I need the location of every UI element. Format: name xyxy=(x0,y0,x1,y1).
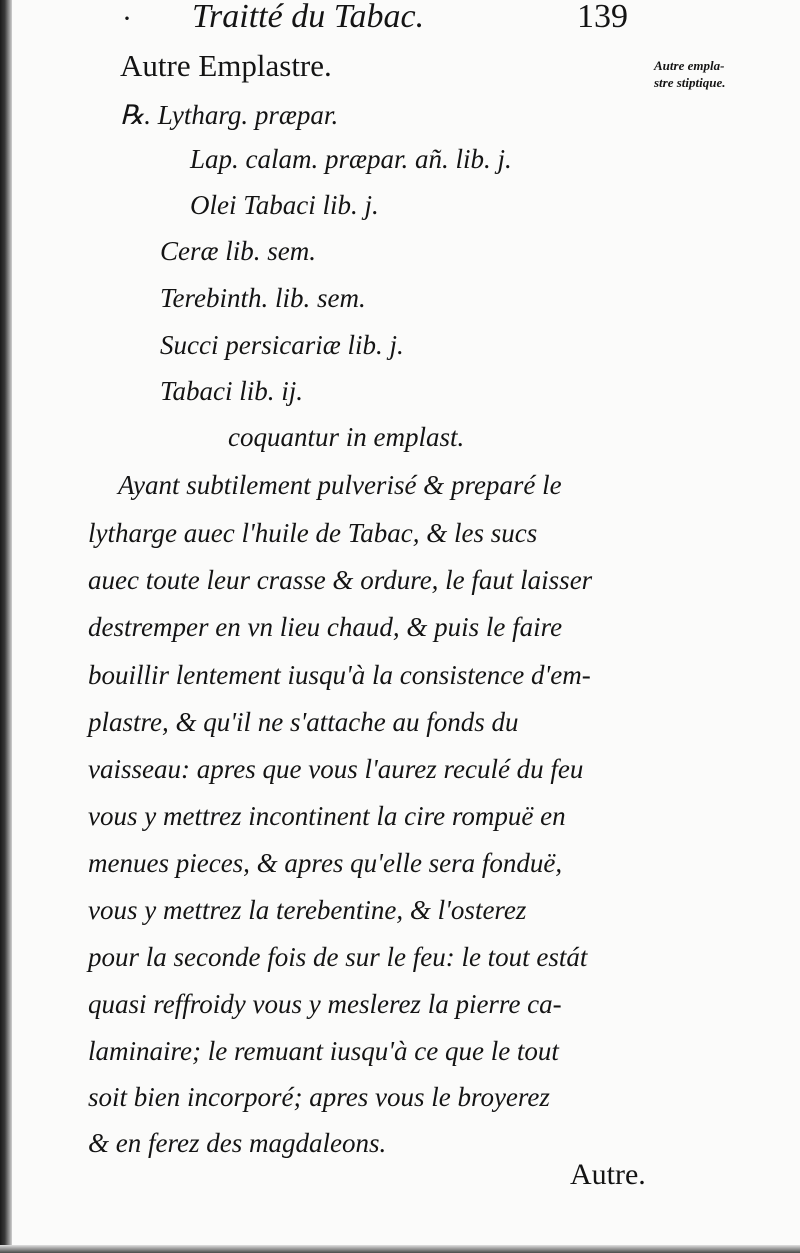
page-binding-shadow xyxy=(0,0,12,1253)
body-line: bouillir lentement iusqu'à la consistence d'em- xyxy=(88,660,591,690)
body-line: Ayant subtilement pulverisé & preparé le xyxy=(118,470,562,500)
recipe-line: coquantur in emplast. xyxy=(228,422,465,452)
recipe-line: Terebinth. lib. sem. xyxy=(160,283,366,313)
body-line: vous y mettrez incontinent la cire rompuë en xyxy=(88,801,566,831)
body-line: laminaire; le remuant iusqu'à ce que le tout xyxy=(88,1036,559,1066)
body-line: auec toute leur crasse & ordure, le faut laisser xyxy=(88,565,593,595)
recipe-line: Ceræ lib. sem. xyxy=(160,236,317,266)
catchword: Autre. xyxy=(570,1158,646,1191)
body-line: vous y mettrez la terebentine, & l'osterez xyxy=(88,895,527,925)
margin-note xyxy=(654,57,726,91)
recipe-line: Olei Tabaci lib. j. xyxy=(190,190,379,220)
body-line: plastre, & qu'il ne s'attache au fonds du xyxy=(88,707,519,737)
margin-note-line: stre stiptique. xyxy=(654,75,726,90)
section-title: Autre Emplastre. xyxy=(120,48,332,83)
header-ornament: · xyxy=(122,2,132,35)
body-line: destremper en vn lieu chaud, & puis le faire xyxy=(88,612,563,642)
page-number: 139 xyxy=(577,0,628,35)
recipe-line: Lap. calam. præpar. añ. lib. j. xyxy=(190,144,512,174)
body-line: lytharge auec l'huile de Tabac, & les sucs xyxy=(88,518,538,548)
recipe-line: Succi persicariæ lib. j. xyxy=(160,330,404,360)
body-line: & en ferez des magdaleons. xyxy=(88,1128,387,1158)
margin-note-line: Autre empla- xyxy=(654,58,725,73)
body-line: soit bien incorporé; apres vous le broyerez xyxy=(88,1082,550,1112)
recipe-line: ℞. Lytharg. præpar. xyxy=(120,100,339,130)
body-line: menues pieces, & apres qu'elle sera fonduë, xyxy=(88,848,563,878)
body-line: vaisseau: apres que vous l'aurez reculé du feu xyxy=(88,754,584,784)
body-line: quasi reffroidy vous y meslerez la pierre ca- xyxy=(88,989,562,1019)
page-bottom-shadow xyxy=(0,1245,800,1253)
running-header-title: Traitté du Tabac. xyxy=(192,0,425,35)
recipe-line: Tabaci lib. ij. xyxy=(160,376,304,406)
body-line: pour la seconde fois de sur le feu: le tout estát xyxy=(88,942,588,972)
